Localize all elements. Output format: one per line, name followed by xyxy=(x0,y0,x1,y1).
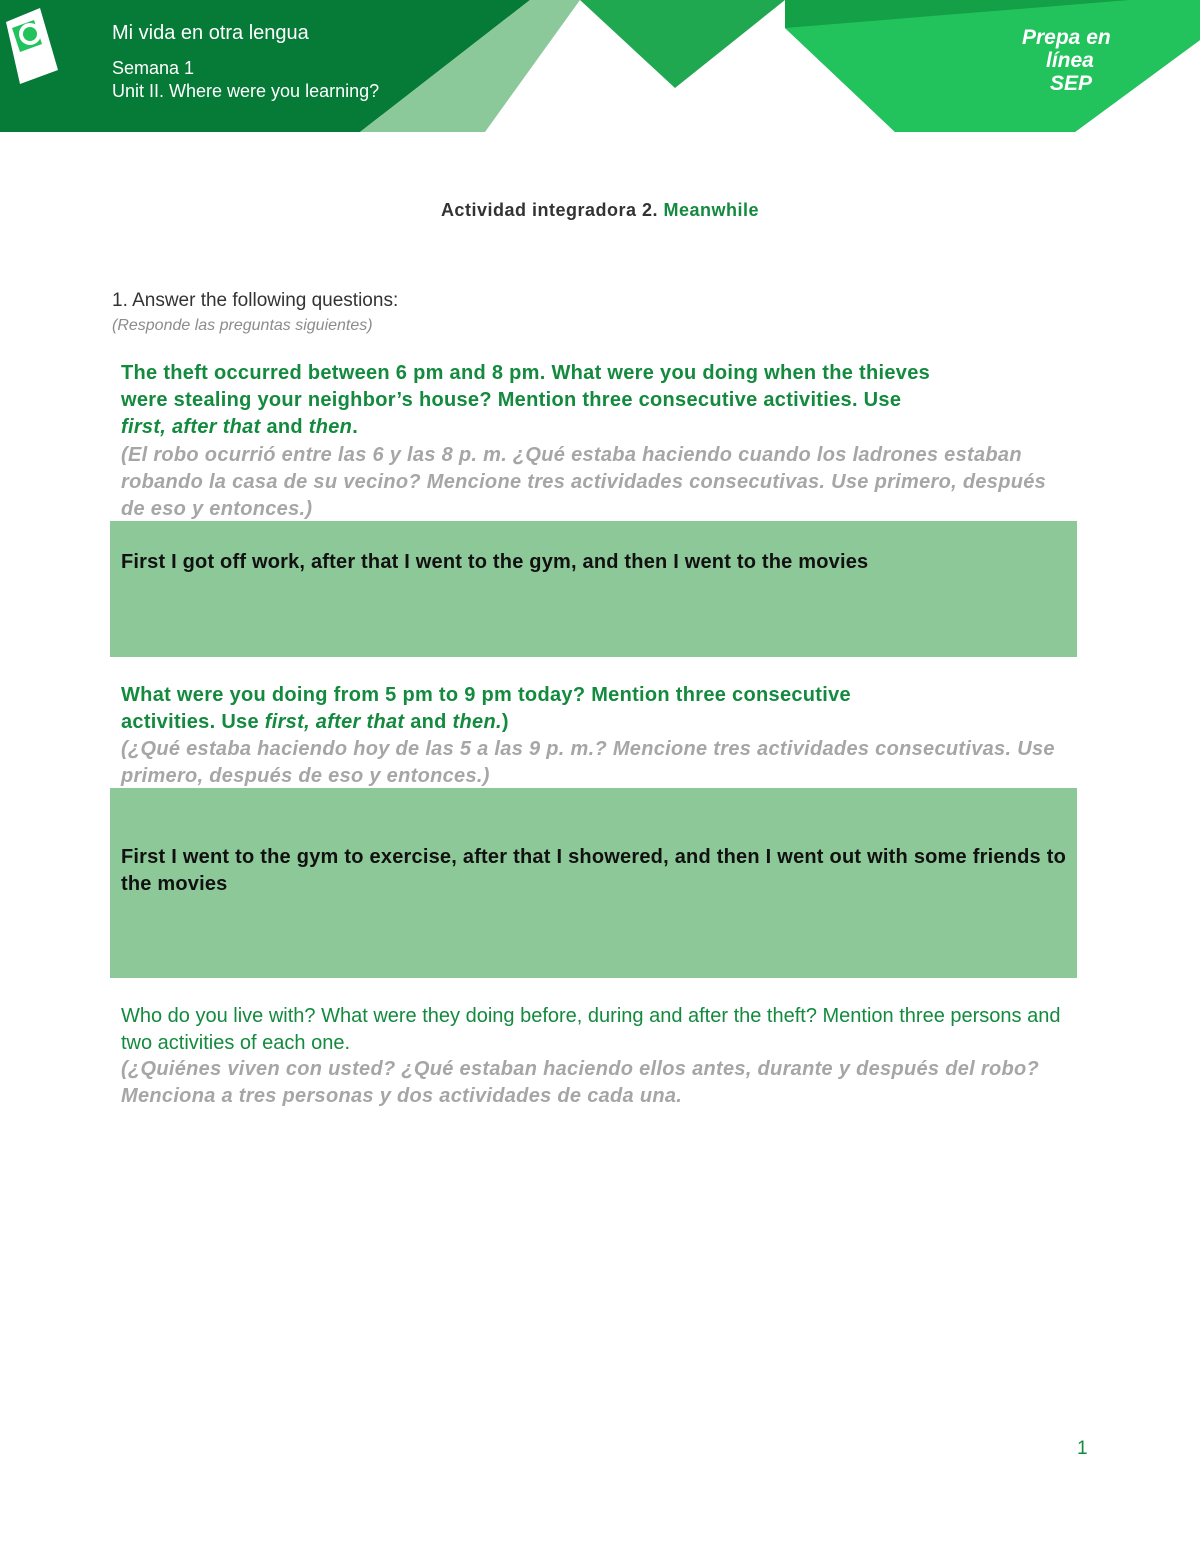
question-2 xyxy=(121,682,1071,736)
page-number: 1 xyxy=(1077,1438,1088,1459)
activity-title xyxy=(0,200,1200,221)
q2-first: first, xyxy=(264,711,310,733)
instructions-spanish: (Responde las preguntas siguientes) xyxy=(112,317,373,334)
activity-title-prefix: Actividad integradora 2. xyxy=(440,200,658,220)
question-3-spanish: (¿Quiénes viven con usted? ¿Qué estaban haciendo ellos antes, durante y después del robo? Menciona a tres personas y dos actividades de cada una. xyxy=(121,1058,1040,1107)
logo-line-3: SEP xyxy=(1050,72,1093,95)
q2-after-that: after that xyxy=(315,711,405,733)
q2-end: ) xyxy=(501,711,509,733)
activity-title-accent: Meanwhile xyxy=(663,200,760,220)
q1-after-that: after that xyxy=(172,416,261,438)
answer-1: First I got off work, after that I went to the gym, and then I went to the movies xyxy=(121,551,869,573)
header-banner xyxy=(0,0,1200,132)
unit-title: Unit II. Where were you learning? xyxy=(112,81,380,101)
question-3: Who do you live with? What were they doing before, during and after the theft? Mention three persons and two activities of each one. xyxy=(121,1005,1061,1054)
question-1-line-b: were stealing your neighbor’s house? Mention three consecutive activities. Use xyxy=(121,389,902,411)
question-1-line-c xyxy=(121,414,1071,441)
q2-and: and xyxy=(410,711,447,733)
prepa-logo-icon xyxy=(0,0,130,90)
q1-then: then xyxy=(308,416,353,438)
answer-2: First I went to the gym to exercise, after that I showered, and then I went out with some friends to the movies xyxy=(121,846,1066,895)
question-2-spanish: (¿Qué estaba haciendo hoy de las 5 a las 9 p. m.? Mencione tres actividades consecutivas. Use primero, después de eso y entonces.) xyxy=(121,738,1055,787)
q1-end: . xyxy=(352,416,359,438)
question-2-line-a: What were you doing from 5 pm to 9 pm today? Mention three consecutive xyxy=(121,684,851,706)
q1-first: first, xyxy=(121,416,167,438)
week-label: Semana 1 xyxy=(112,58,195,78)
instructions: 1. Answer the following questions: xyxy=(112,290,399,311)
logo-line-2: línea xyxy=(1046,49,1094,72)
course-title: Mi vida en otra lengua xyxy=(112,22,309,44)
q2-activities-use: activities. Use xyxy=(121,711,259,733)
question-1 xyxy=(121,360,1071,441)
question-1-spanish: (El robo ocurrió entre las 6 y las 8 p. m. ¿Qué estaba haciendo cuando los ladrones estaban robando la casa de su vecino? Mencione tres actividades consecutivas. Use primero, después de eso y entonces.) xyxy=(121,444,1047,520)
q1-and: and xyxy=(266,416,303,438)
answer-box-1[interactable] xyxy=(110,521,1077,657)
question-2-line-b xyxy=(121,709,1071,736)
q2-then: then. xyxy=(452,711,502,733)
logo-line-1: Prepa en xyxy=(1022,26,1111,49)
question-1-line-a: The theft occurred between 6 pm and 8 pm. What were you doing when the thieves xyxy=(121,362,931,384)
